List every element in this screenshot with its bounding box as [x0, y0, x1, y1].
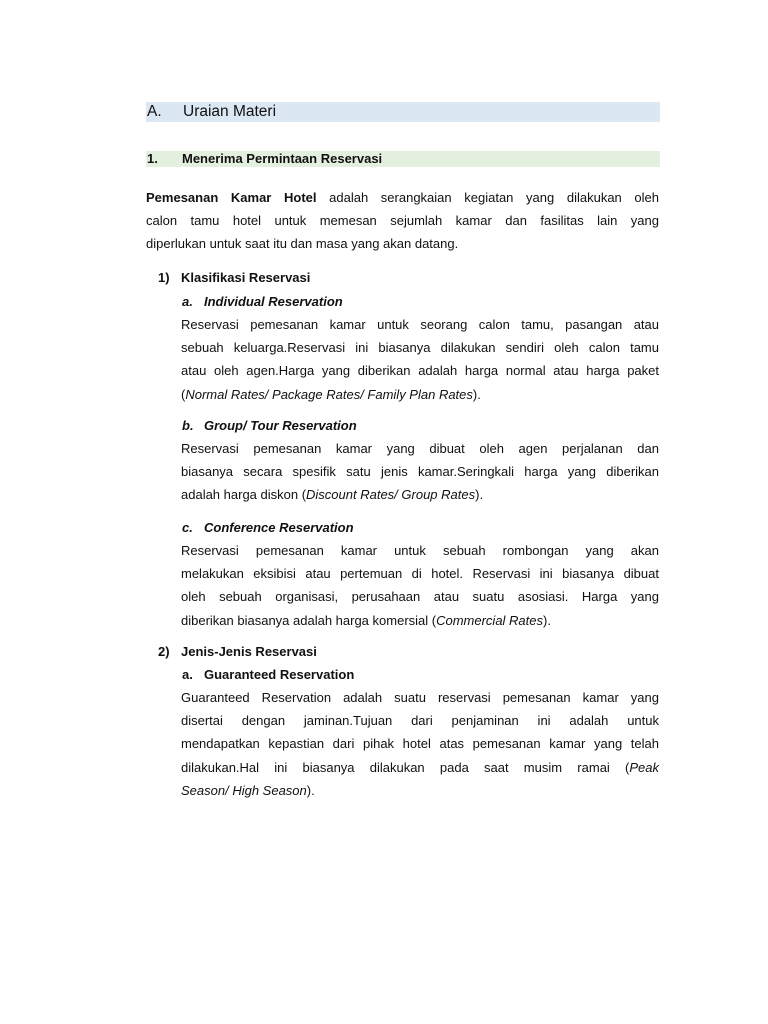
section-1-number: 1.: [147, 151, 158, 166]
group-line: biasanya secara spesifik satu jenis kamar.Seringkali harga yang diberikan: [181, 464, 659, 480]
group-line: Reservasi pemesanan kamar yang dibuat oleh agen perjalanan dan: [181, 441, 659, 456]
individual-title: Individual Reservation: [204, 294, 343, 309]
group-line: adalah harga diskon (Discount Rates/ Group Rates).: [181, 487, 484, 503]
guaranteed-line: disertai dengan jaminan.Tujuan dari penjaminan ini adalah untuk: [181, 713, 659, 729]
individual-line: Reservasi pemesanan kamar untuk seorang calon tamu, pasangan atau: [181, 317, 659, 332]
jenis-title: Jenis-Jenis Reservasi: [181, 644, 317, 659]
conference-line: melakukan eksibisi atau pertemuan di hotel. Reservasi ini biasanya dibuat: [181, 566, 659, 582]
individual-heading: [182, 294, 343, 310]
section-1-title: Menerima Permintaan Reservasi: [182, 151, 383, 166]
conference-line: Reservasi pemesanan kamar untuk sebuah rombongan yang akan: [181, 543, 659, 558]
intro-line: calon tamu hotel untuk memesan sejumlah kamar dan fasilitas lain yang: [146, 213, 659, 229]
conference-line: oleh sebuah organisasi, perusahaan atau suatu asosiasi. Harga yang: [181, 589, 659, 605]
jenis-number: 2): [158, 644, 170, 659]
section-a-heading: [146, 102, 660, 122]
individual-paragraph: [181, 313, 659, 406]
klasifikasi-title: Klasifikasi Reservasi: [181, 270, 311, 285]
group-heading: [182, 418, 357, 434]
intro-paragraph: [146, 186, 659, 256]
conference-title: Conference Reservation: [204, 520, 354, 535]
individual-line: sebuah keluarga.Reservasi ini biasanya dilakukan sendiri oleh calon tamu: [181, 340, 659, 356]
guaranteed-line: dilakukan.Hal ini biasanya dilakukan pada saat musim ramai (Peak: [181, 759, 659, 775]
klasifikasi-heading: [158, 270, 311, 286]
group-letter: b.: [182, 418, 194, 433]
individual-line: (Normal Rates/ Package Rates/ Family Plan Rates).: [181, 386, 481, 402]
individual-letter: a.: [182, 294, 193, 309]
klasifikasi-number: 1): [158, 270, 170, 285]
section-a-number: A.: [147, 103, 162, 120]
section-a-title: Uraian Materi: [183, 103, 277, 120]
section-1-heading: [146, 151, 660, 167]
intro-line: diperlukan untuk saat itu dan masa yang akan datang.: [146, 236, 459, 252]
guaranteed-line: Season/ High Season).: [181, 782, 315, 798]
group-title: Group/ Tour Reservation: [204, 418, 357, 433]
guaranteed-title: Guaranteed Reservation: [204, 667, 355, 682]
conference-line: diberikan biasanya adalah harga komersial (Commercial Rates).: [181, 612, 551, 628]
jenis-heading: [158, 644, 317, 660]
conference-heading: [182, 520, 354, 536]
guaranteed-line: Guaranteed Reservation adalah suatu reservasi pemesanan kamar yang: [181, 690, 659, 705]
individual-line: atau oleh agen.Harga yang diberikan adalah harga normal atau harga paket: [181, 363, 659, 379]
conference-letter: c.: [182, 520, 193, 535]
guaranteed-line: mendapatkan kepastian dari pihak hotel atas pemesanan kamar yang telah: [181, 736, 659, 752]
group-paragraph: [181, 437, 659, 507]
guaranteed-paragraph: [181, 686, 659, 802]
intro-line: Pemesanan Kamar Hotel adalah serangkaian kegiatan yang dilakukan oleh: [146, 190, 659, 205]
intro-term: Pemesanan Kamar Hotel: [146, 190, 317, 205]
guaranteed-heading: [182, 667, 355, 683]
conference-paragraph: [181, 539, 659, 632]
guaranteed-letter: a.: [182, 667, 193, 682]
